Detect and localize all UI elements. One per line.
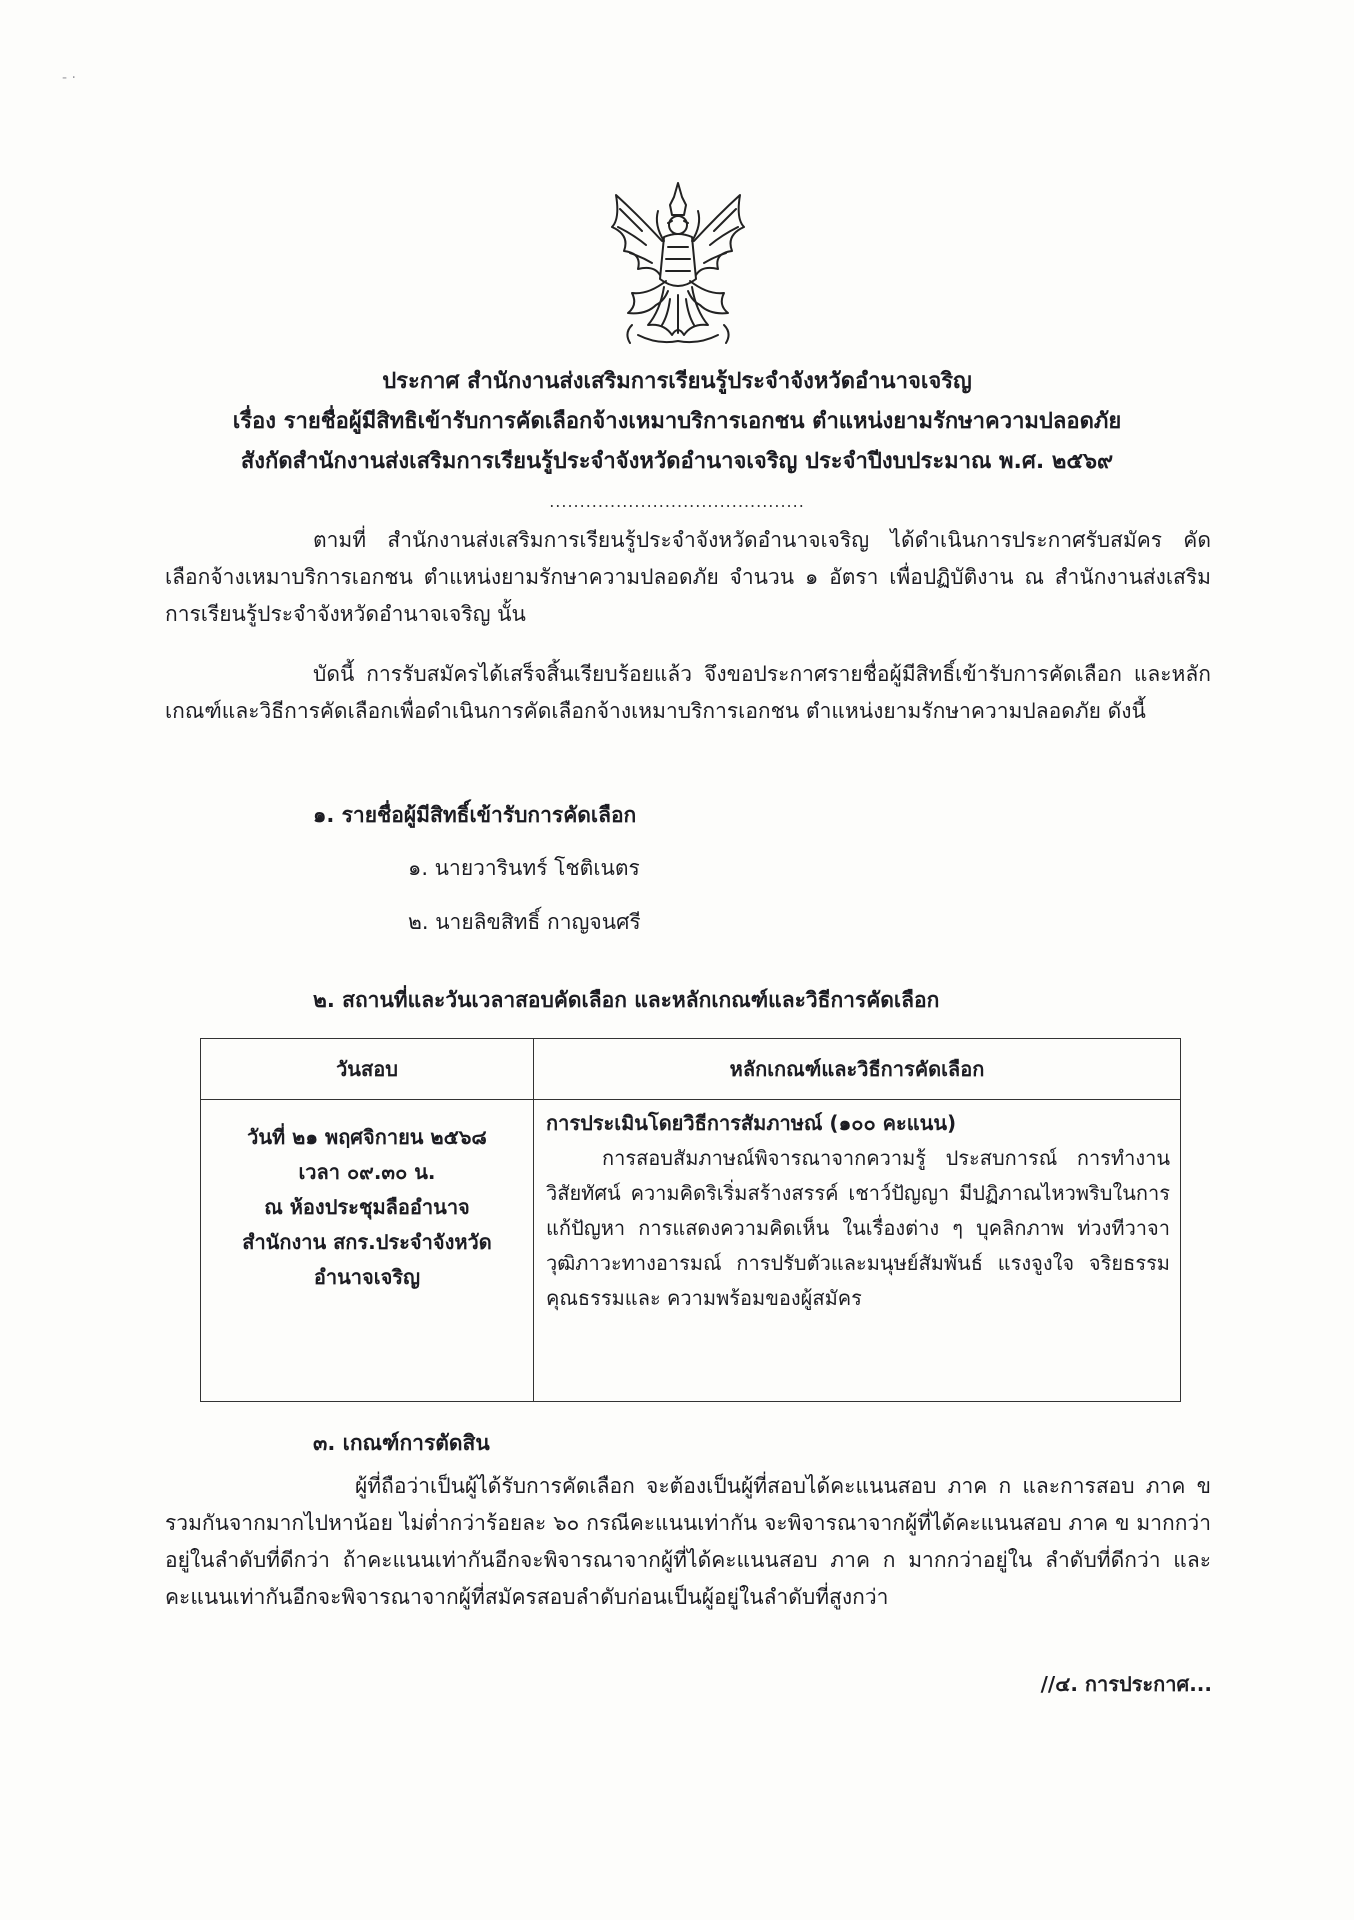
garuda-emblem-icon <box>598 175 758 355</box>
scan-mark: - · <box>62 70 76 86</box>
separator-line: .......................................... <box>549 492 805 511</box>
exam-province-line: อำนาจเจริญ <box>313 1265 421 1289</box>
section1-heading: ๑. รายชื่อผู้มีสิทธิ์เข้ารับการคัดเลือก <box>313 803 637 827</box>
intro-paragraph-1-text: ตามที่ สำนักงานส่งเสริมการเรียนรู้ประจำจังหวัดอำนาจเจริญ ได้ดำเนินการประกาศรับสมัคร คัดเลือกจ้างเหมาบริการเอกชน ตำแหน่งยามรักษาความปลอดภัย จำนวน ๑ อัตรา เพื่อปฏิบัติงาน ณ สำนักงานส่งเสริมการเรียนรู้ประจำจังหวัดอำนาจเจริญ นั้น <box>165 528 1211 626</box>
exam-room-line: ณ ห้องประชุมลืออำนาจ <box>264 1195 470 1219</box>
intro-paragraph-1 <box>165 522 1211 633</box>
exam-time-line: เวลา ๐๙.๓๐ น. <box>298 1160 436 1184</box>
section2-heading: ๒. สถานที่และวันเวลาสอบคัดเลือก และหลักเกณฑ์และวิธีการคัดเลือก <box>313 988 940 1012</box>
exam-office-line: สำนักงาน สกร.ประจำจังหวัด <box>242 1230 492 1254</box>
continuation-reference: //๔. การประกาศ... <box>1040 1672 1212 1696</box>
column-header-date: วันสอบ <box>201 1039 534 1100</box>
criteria-body <box>546 1141 1170 1316</box>
section3-heading: ๓. เกณฑ์การตัดสิน <box>313 1431 490 1455</box>
intro-paragraph-2-text: บัดนี้ การรับสมัครได้เสร็จสิ้นเรียบร้อยแล้ว จึงขอประกาศรายชื่อผู้มีสิทธิ์เข้ารับการคัดเลือก และหลักเกณฑ์และวิธีการคัดเลือกเพื่อดำเนินการคัดเลือกจ้างเหมาบริการเอกชน ตำแหน่งยามรักษาความปลอดภัย ดังนี้ <box>165 662 1211 723</box>
criteria-title: การประเมินโดยวิธีการสัมภาษณ์ (๑๐๐ คะแนน) <box>546 1111 957 1135</box>
table-row <box>201 1100 1181 1402</box>
table-header-row <box>201 1039 1181 1100</box>
exam-date-line: วันที่ ๒๑ พฤศจิกายน ๒๕๖๘ <box>247 1125 487 1149</box>
announcement-title-line1: ประกาศ สำนักงานส่งเสริมการเรียนรู้ประจำจังหวัดอำนาจเจริญ <box>382 369 972 394</box>
candidate-item-2: ๒. นายลิขสิทธิ์ กาญจนศรี <box>408 910 641 934</box>
announcement-title-line3: สังกัดสำนักงานส่งเสริมการเรียนรู้ประจำจังหวัดอำนาจเจริญ ประจำปีงบประมาณ พ.ศ. ๒๕๖๙ <box>240 449 1114 474</box>
candidate-item-1: ๑. นายวารินทร์ โชติเนตร <box>408 856 640 880</box>
criteria-cell <box>534 1100 1181 1402</box>
exam-schedule-table <box>200 1038 1181 1402</box>
exam-date-cell <box>201 1100 534 1402</box>
intro-paragraph-2 <box>165 656 1211 730</box>
column-header-criteria: หลักเกณฑ์และวิธีการคัดเลือก <box>534 1039 1181 1100</box>
criteria-body-text: การสอบสัมภาษณ์พิจารณาจากความรู้ ประสบการณ์ การทำงาน วิสัยทัศน์ ความคิดริเริ่มสร้างสรรค์ เชาว์ปัญญา มีปฏิภาณไหวพริบในการแก้ปัญหา การแสดงความคิดเห็น ในเรื่องต่าง ๆ บุคลิกภาพ ท่วงทีวาจา วุฒิภาวะทางอารมณ์ การปรับตัวและมนุษย์สัมพันธ์ แรงจูงใจ จริยธรรม คุณธรรมและ ความพร้อมของผู้สมัคร <box>546 1146 1170 1310</box>
section3-paragraph-text: ผู้ที่ถือว่าเป็นผู้ได้รับการคัดเลือก จะต้องเป็นผู้ที่สอบได้คะแนนสอบ ภาค ก และการสอบ ภาค ข รวมกันจากมากไปหาน้อย ไม่ต่ำกว่าร้อยละ ๖๐ กรณีคะแนนเท่ากัน จะพิจารณาจากผู้ที่ได้คะแนนสอบ ภาค ข มากกว่าอยู่ในลำดับที่ดีกว่า ถ้าคะแนนเท่ากันอีกจะพิจารณาจากผู้ที่ได้คะแนนสอบ ภาค ก มากกว่าอยู่ใน ลำดับที่ดีกว่า และคะแนนเท่ากันอีกจะพิจารณาจากผู้ที่สมัครสอบลำดับก่อนเป็นผู้อยู่ในลำดับที่สูงกว่า <box>165 1474 1211 1609</box>
announcement-title-line2: เรื่อง รายชื่อผู้มีสิทธิเข้ารับการคัดเลือกจ้างเหมาบริการเอกชน ตำแหน่งยามรักษาความปลอดภัย <box>232 409 1122 434</box>
section3-paragraph <box>165 1468 1211 1616</box>
